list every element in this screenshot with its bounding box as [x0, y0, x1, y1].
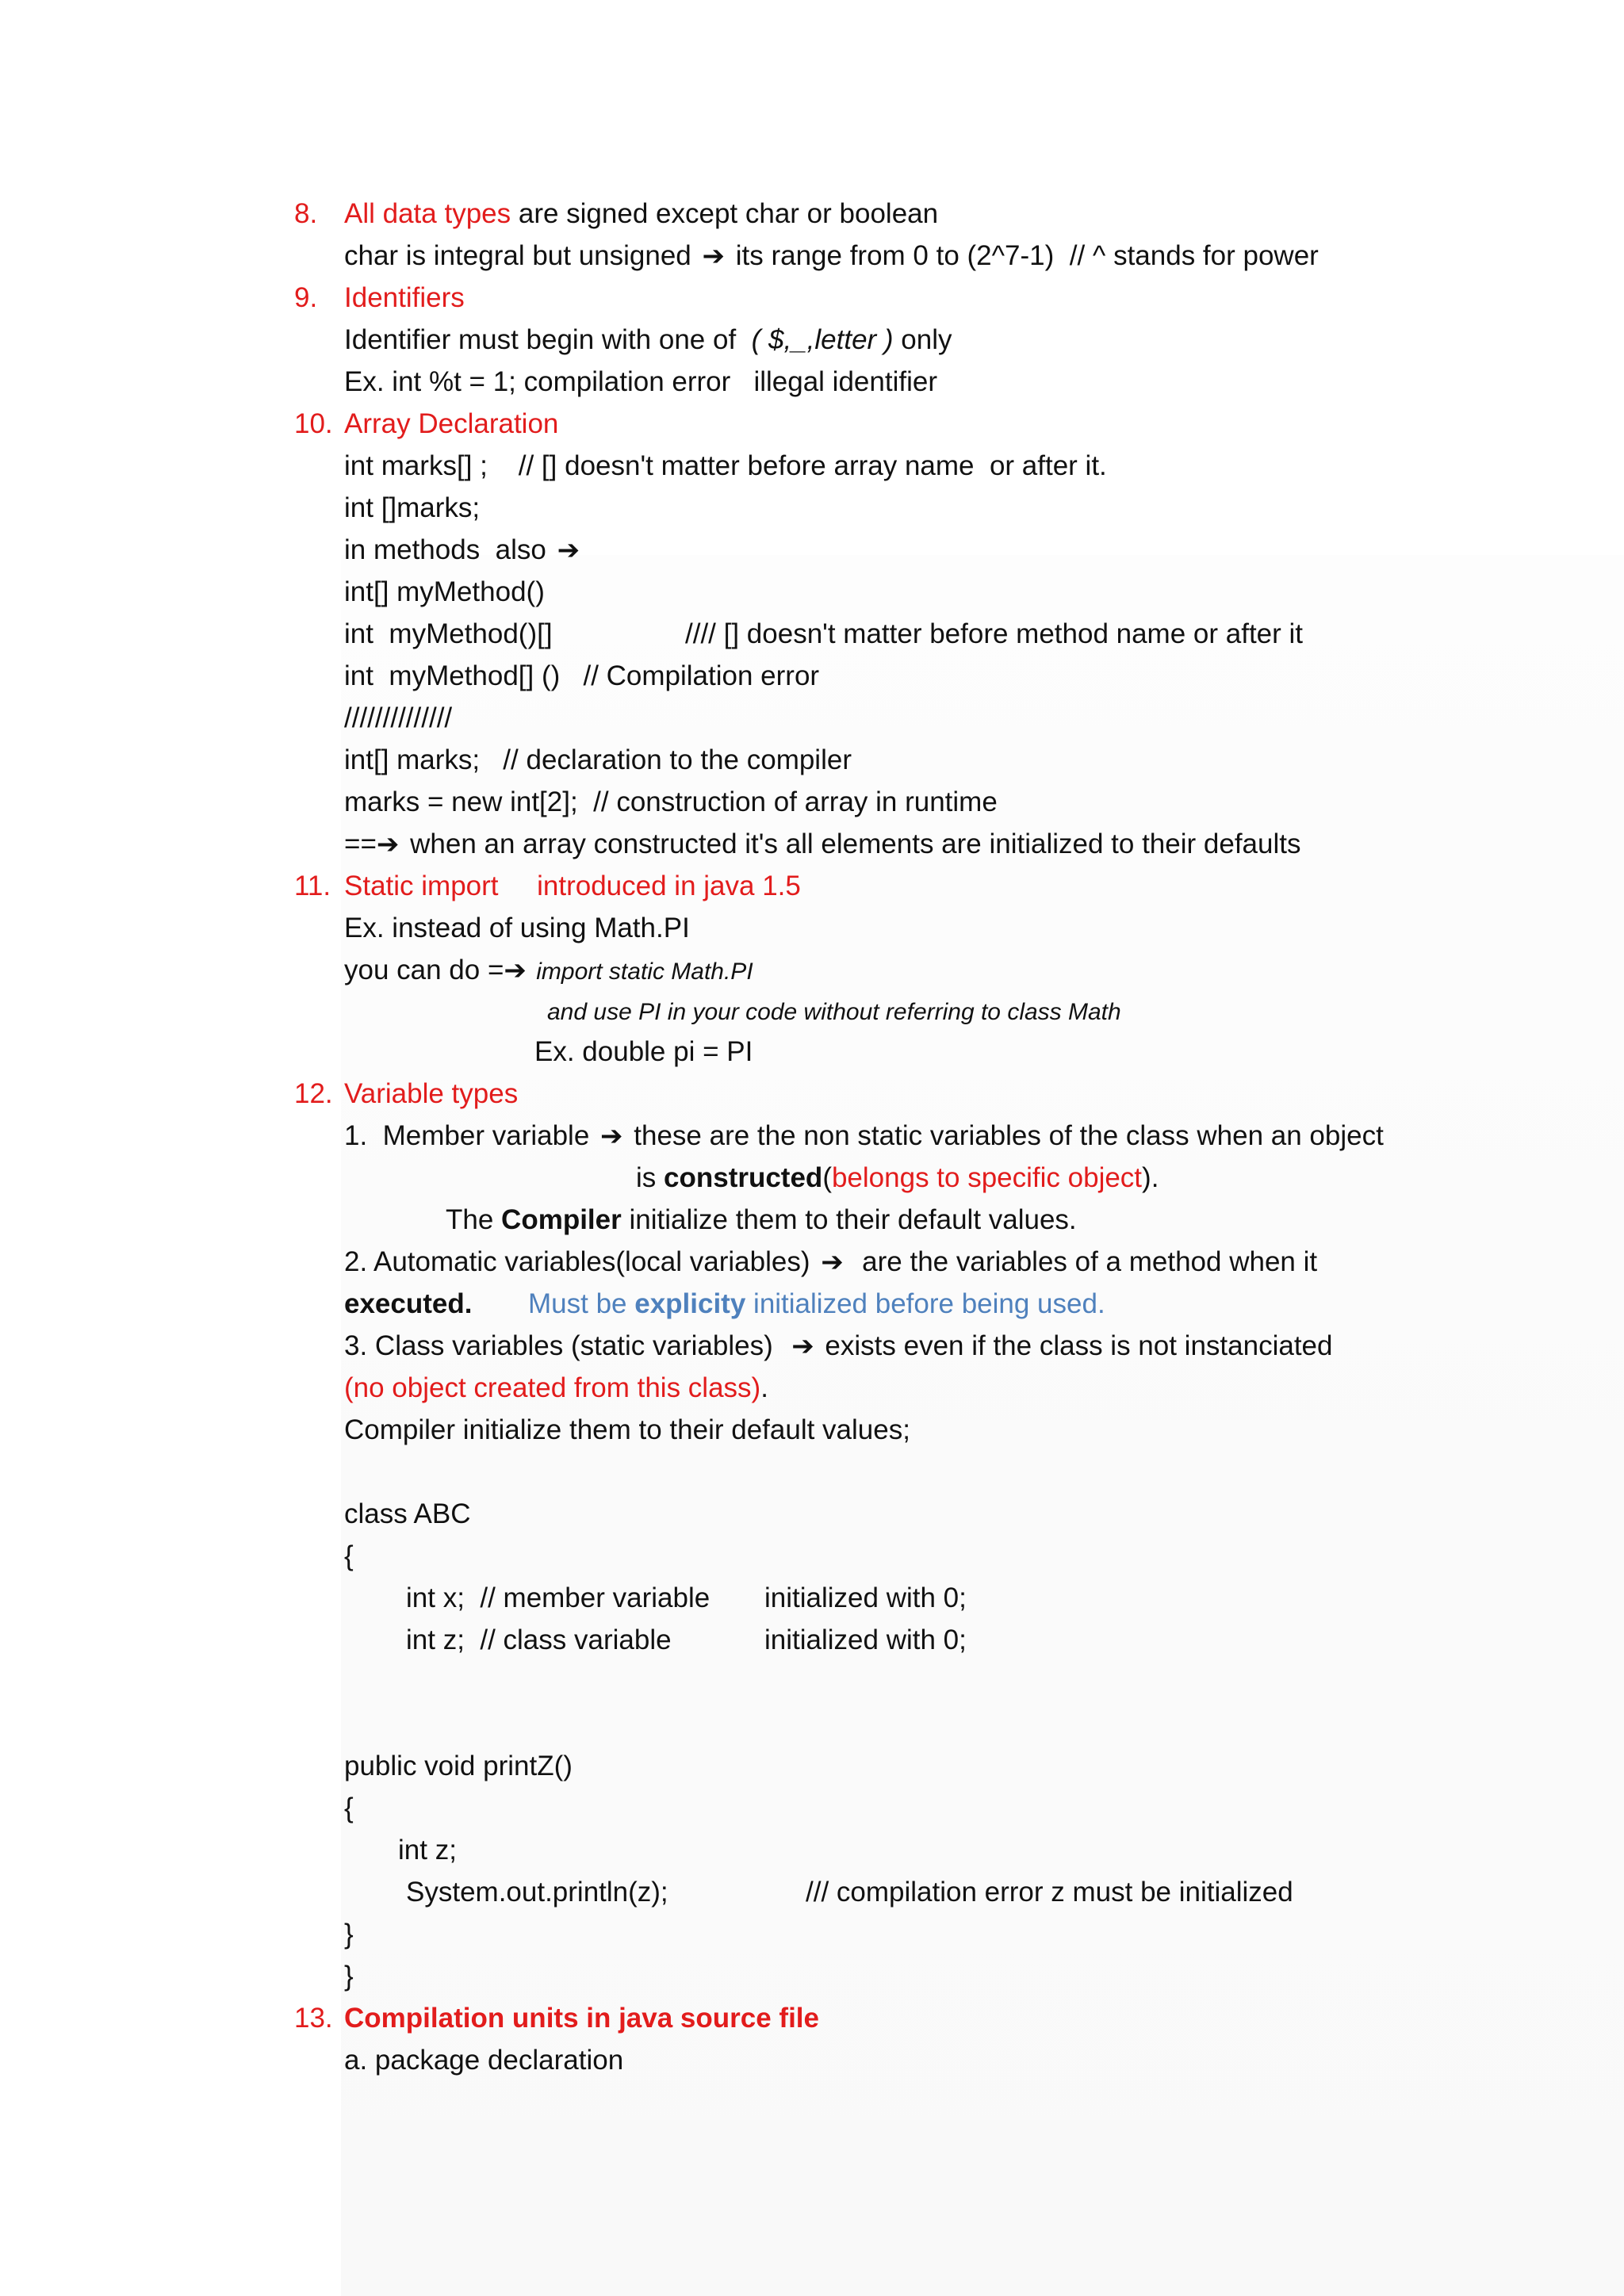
- item-12-line-4a: 2. Automatic variables(local variables): [344, 1246, 818, 1277]
- item-12-line-7: [344, 1372, 768, 1405]
- item-11-line-1: Ex. instead of using Math.PI: [344, 913, 690, 943]
- item-10-line-5b: //// [] doesn't matter before method name or after it: [685, 618, 1304, 649]
- item-12-line-6a: 3. Class variables (static variables): [344, 1330, 789, 1361]
- item-10-line-3a: in methods also: [344, 534, 554, 565]
- code-line-member-var-note: initialized with 0;: [764, 1582, 967, 1613]
- item-12-line-1: [344, 1119, 1384, 1153]
- item-12-line-2d: belongs to specific object: [831, 1162, 1143, 1193]
- arrow-icon: ➔: [821, 1246, 844, 1278]
- item-13-line-1: a. package declaration: [344, 2045, 624, 2076]
- item-10-line-2: int []marks;: [344, 492, 481, 523]
- item-12-line-3c: initialize them to their default values.: [621, 1204, 1077, 1235]
- item-12-line-6: [344, 1330, 1332, 1363]
- item-8-title-rest: are signed except char or boolean: [511, 198, 939, 229]
- item-10-line-8: int[] marks; // declaration to the compiler: [344, 744, 852, 775]
- item-10-line-10: [344, 828, 1300, 861]
- arrow-icon: ➔: [557, 534, 580, 566]
- item-11-line-2a: you can do =: [344, 955, 504, 985]
- item-12-line-1b: these are the non static variables of the class when an object: [626, 1120, 1384, 1151]
- item-12-line-3b: Compiler: [501, 1204, 622, 1235]
- item-10-line-10a: ==: [344, 828, 377, 859]
- item-8-heading: [344, 197, 938, 231]
- item-12-line-5d: initialized before being used.: [745, 1288, 1105, 1319]
- code-line-class-var: int z; // class variable: [406, 1624, 672, 1655]
- item-8-line-1a: char is integral but unsigned: [344, 240, 699, 271]
- item-10-line-5a: int myMethod()[]: [344, 618, 553, 649]
- item-9-line-1b: ( $,_,letter ): [751, 324, 894, 355]
- code-line-class-close: }: [344, 1961, 354, 1992]
- item-11-title: Static import introduced in java 1.5: [344, 871, 801, 901]
- item-10-line-3: [344, 534, 583, 567]
- item-12-title: Variable types: [344, 1078, 519, 1109]
- arrow-icon: ➔: [791, 1330, 814, 1362]
- item-10-title: Array Declaration: [344, 408, 559, 439]
- item-11-line-4: Ex. double pi = PI: [534, 1036, 753, 1067]
- code-line-println-note: /// compilation error z must be initialized: [806, 1877, 1293, 1908]
- item-9-number: 9.: [294, 282, 318, 313]
- item-12-line-2b: constructed: [664, 1162, 823, 1193]
- code-line-open-brace: {: [344, 1540, 354, 1571]
- item-12-line-5c: explicity: [634, 1288, 746, 1319]
- code-line-method: public void printZ(): [344, 1751, 573, 1781]
- item-12-line-1a: 1. Member variable: [344, 1120, 598, 1151]
- item-12-line-4: [344, 1246, 1317, 1279]
- arrow-icon: ➔: [600, 1120, 623, 1152]
- item-12-number: 12.: [294, 1078, 333, 1109]
- item-12-line-2a: is: [636, 1162, 664, 1193]
- item-12-line-2e: ).: [1142, 1162, 1159, 1193]
- item-10-line-9: marks = new int[2]; // construction of array in runtime: [344, 786, 998, 817]
- code-line-member-var: int x; // member variable: [406, 1582, 710, 1613]
- code-line-println: System.out.println(z);: [406, 1877, 668, 1908]
- item-12-line-3: [446, 1203, 1077, 1237]
- item-11-line-3: and use PI in your code without referring to class Math: [547, 999, 1121, 1025]
- item-12-line-5a: executed.: [344, 1288, 473, 1319]
- code-line-local-var: int z;: [398, 1835, 457, 1866]
- item-12-line-6b: exists even if the class is not instanciated: [817, 1330, 1333, 1361]
- item-12-line-7b: .: [760, 1372, 768, 1403]
- item-11-line-2b: import static Math.PI: [529, 959, 753, 985]
- item-12-line-2: [636, 1161, 1159, 1195]
- arrow-icon: ➔: [504, 955, 527, 986]
- item-12-line-7a: (no object created from this class): [344, 1372, 761, 1403]
- item-12-line-5b: [528, 1288, 1105, 1321]
- item-8-number: 8.: [294, 198, 318, 229]
- item-12-line-8: Compiler initialize them to their default values;: [344, 1414, 910, 1445]
- item-10-line-6: int myMethod[] () // Compilation error: [344, 660, 820, 691]
- item-8-line-1: [344, 239, 1319, 273]
- item-12-line-5b-text: Must be: [528, 1288, 635, 1319]
- arrow-icon: ➔: [702, 240, 725, 272]
- item-12-line-4b: are the variables of a method when it: [846, 1246, 1318, 1277]
- item-10-line-7: //////////////: [344, 702, 453, 733]
- item-11-line-2: [344, 954, 753, 989]
- item-12-line-2c: (: [822, 1162, 832, 1193]
- item-10-number: 10.: [294, 408, 333, 439]
- item-10-line-1: int marks[] ; // [] doesn't matter before array name or after it.: [344, 450, 1107, 481]
- item-9-line-1: [344, 323, 952, 357]
- item-8-title: All data types: [344, 198, 511, 229]
- code-line-class: class ABC: [344, 1498, 471, 1529]
- item-10-line-10b: when an array constructed it's all elements are initialized to their defaults: [402, 828, 1301, 859]
- arrow-icon: ➔: [376, 828, 400, 860]
- item-9-title: Identifiers: [344, 282, 465, 313]
- item-13-title: Compilation units in java source file: [344, 2003, 819, 2034]
- code-line-method-open: {: [344, 1793, 354, 1823]
- item-9-line-1a: Identifier must begin with one of: [344, 324, 752, 355]
- item-13-number: 13.: [294, 2003, 333, 2034]
- item-9-line-2: Ex. int %t = 1; compilation error illegal identifier: [344, 366, 937, 397]
- item-9-line-1c: only: [893, 324, 952, 355]
- item-11-number: 11.: [294, 871, 331, 901]
- item-8-line-1b: its range from 0 to (2^7-1) // ^ stands for power: [728, 240, 1319, 271]
- item-10-line-4: int[] myMethod(): [344, 576, 545, 607]
- code-line-method-close: }: [344, 1919, 354, 1950]
- item-12-line-3a: The: [446, 1204, 502, 1235]
- code-line-class-var-note: initialized with 0;: [764, 1624, 967, 1655]
